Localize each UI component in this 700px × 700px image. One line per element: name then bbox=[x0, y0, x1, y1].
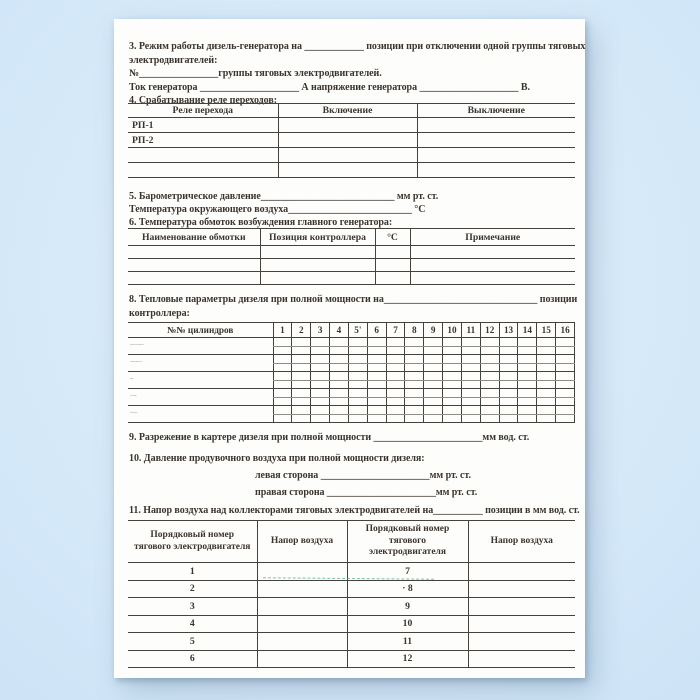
t-cyl-cell bbox=[330, 380, 349, 389]
t-cyl-cell bbox=[311, 363, 330, 372]
t-cyl-cell bbox=[424, 389, 443, 398]
t-cyl-cell bbox=[480, 363, 499, 372]
t-cyl-cell bbox=[311, 389, 330, 398]
t-cyl-number-header: 1 bbox=[273, 323, 292, 338]
t-cyl-cell bbox=[480, 380, 499, 389]
t-cyl-cell bbox=[405, 372, 424, 381]
t-cyl-cell bbox=[443, 372, 462, 381]
t-cyl-cell bbox=[443, 346, 462, 355]
t-winding-cell bbox=[410, 246, 575, 259]
t-cyl-cell bbox=[348, 414, 367, 423]
t-air-header-cell: Напор воздуха bbox=[468, 521, 575, 563]
t-winding-cell bbox=[375, 259, 410, 272]
t-cyl-cell bbox=[537, 397, 556, 406]
t-cyl-number-header: 16 bbox=[556, 323, 575, 338]
t-winding-cell bbox=[260, 246, 375, 259]
t-cyl-cell bbox=[518, 372, 537, 381]
t-cyl-cell bbox=[367, 389, 386, 398]
t-air-cell bbox=[468, 598, 575, 616]
section11-title: 11. Напор воздуха над коллекторами тяговых электродвигателей на__________ позиции в мм вод. ст. bbox=[129, 505, 580, 516]
t-cyl-cell bbox=[461, 372, 480, 381]
t-cyl-cell bbox=[518, 389, 537, 398]
t-cyl-cell bbox=[330, 363, 349, 372]
t-cyl-cell bbox=[292, 397, 311, 406]
t-relay-row-label: РП-2 bbox=[128, 133, 278, 148]
t-cyl-cell bbox=[273, 406, 292, 415]
t-cyl-cell bbox=[518, 338, 537, 347]
t-cyl-cell bbox=[518, 363, 537, 372]
t-cyl-cell bbox=[405, 355, 424, 364]
t-cyl-cell bbox=[311, 346, 330, 355]
t-cyl-cell bbox=[330, 355, 349, 364]
t-cyl-cell bbox=[424, 346, 443, 355]
t-air-row-label: 6 bbox=[189, 653, 195, 665]
t-air-cell bbox=[468, 563, 575, 581]
t-air-cell bbox=[257, 580, 347, 598]
t-cyl-number-header: 4 bbox=[330, 323, 349, 338]
t-cyl-cell bbox=[556, 346, 575, 355]
t-cyl-cell bbox=[537, 389, 556, 398]
t-cyl-cell bbox=[348, 372, 367, 381]
t-relay-row-label: РП-1 bbox=[128, 118, 278, 133]
t-cyl-cell bbox=[556, 355, 575, 364]
t-cyl-cell bbox=[518, 397, 537, 406]
t-cyl-row-label: Правая сторона bbox=[128, 406, 273, 423]
t-air-cell bbox=[257, 615, 347, 633]
t-air-header-cell: Напор воздуха bbox=[257, 521, 347, 563]
t-cyl-cell bbox=[461, 346, 480, 355]
t-cyl-number-header: 5' bbox=[348, 323, 367, 338]
section5-line1: 5. Барометрическое давление___________________________ мм рт. ст. bbox=[129, 191, 439, 202]
t-cyl-cell bbox=[405, 363, 424, 372]
t-winding-cell bbox=[375, 272, 410, 285]
t-cyl-cell bbox=[480, 355, 499, 364]
t-cyl-cell bbox=[480, 338, 499, 347]
t-cyl-cell bbox=[405, 338, 424, 347]
t-air-cell bbox=[468, 633, 575, 651]
t-cyl-cell bbox=[499, 380, 518, 389]
t-relay-cell bbox=[278, 133, 417, 148]
section8-line2: контроллера: bbox=[129, 308, 190, 319]
t-cyl-cell bbox=[480, 397, 499, 406]
t-cyl-cell bbox=[292, 355, 311, 364]
t-cyl-cell bbox=[311, 372, 330, 381]
t-air-cell: 11 bbox=[347, 633, 468, 651]
t-air-cell: 7 bbox=[347, 563, 468, 581]
t-cyl-cell bbox=[330, 414, 349, 423]
t-cyl-cell bbox=[499, 355, 518, 364]
t-cyl-cell bbox=[367, 372, 386, 381]
t-relay-cell bbox=[417, 133, 575, 148]
t-cyl-cell bbox=[556, 338, 575, 347]
document-page bbox=[114, 19, 585, 678]
t-air-cell bbox=[468, 580, 575, 598]
t-winding-header-cell: °С bbox=[375, 229, 410, 246]
t-relay-cell bbox=[417, 148, 575, 163]
t-cyl-cell bbox=[424, 406, 443, 415]
t-cyl-cell bbox=[537, 346, 556, 355]
t-winding-cell bbox=[410, 272, 575, 285]
t-relay-cell bbox=[278, 118, 417, 133]
t-cyl-cell bbox=[499, 338, 518, 347]
t-cyl-cell bbox=[330, 389, 349, 398]
t-cyl-cell bbox=[367, 346, 386, 355]
section10-right-line: правая сторона ______________________мм рт. ст. bbox=[255, 487, 478, 498]
t-cyl-cell bbox=[348, 363, 367, 372]
section10-left-line: левая сторона ______________________мм рт. ст. bbox=[255, 470, 471, 481]
t-cyl-cell bbox=[273, 397, 292, 406]
t-cyl-number-header: 12 bbox=[480, 323, 499, 338]
t-cyl-cell bbox=[443, 406, 462, 415]
t-cyl-cell bbox=[273, 346, 292, 355]
t-cyl-number-header: 14 bbox=[518, 323, 537, 338]
section3-line1: 3. Режим работы дизель-генератора на ____________ позиции при отключении одной группы тяговых bbox=[129, 41, 586, 52]
t-air-row-label: 5 bbox=[128, 633, 257, 651]
t-relay-cell bbox=[128, 163, 278, 178]
t-air-cell: 12 bbox=[347, 650, 468, 668]
t-cyl-cell bbox=[292, 372, 311, 381]
t-cyl-cell bbox=[537, 406, 556, 415]
t-relay-cell bbox=[417, 118, 575, 133]
t-relay-header-cell: Выключение bbox=[417, 104, 575, 118]
generator-winding-table bbox=[128, 228, 575, 285]
t-cyl-cell bbox=[330, 406, 349, 415]
t-cyl-cell bbox=[386, 372, 405, 381]
t-relay-cell bbox=[278, 163, 417, 178]
t-cyl-cell bbox=[330, 346, 349, 355]
t-cyl-cell bbox=[556, 363, 575, 372]
t-air-cell bbox=[257, 650, 347, 668]
t-cyl-cell bbox=[348, 346, 367, 355]
t-cyl-cell bbox=[499, 414, 518, 423]
t-cyl-cell bbox=[424, 363, 443, 372]
t-relay-header-cell: Включение bbox=[278, 104, 417, 118]
t-cyl-number-header: 6 bbox=[367, 323, 386, 338]
t-cyl-cell bbox=[499, 372, 518, 381]
t-cyl-cell bbox=[443, 380, 462, 389]
t-cyl-cell bbox=[480, 346, 499, 355]
t-cyl-cell bbox=[386, 406, 405, 415]
t-cyl-cell bbox=[556, 406, 575, 415]
t-cyl-cell bbox=[480, 414, 499, 423]
t-air-row-label: 1 bbox=[128, 563, 257, 581]
t-cyl-number-header: 11 bbox=[461, 323, 480, 338]
t-cyl-cell bbox=[405, 346, 424, 355]
t-winding-header-cell: Позиция контроллера bbox=[260, 229, 375, 246]
t-relay-cell bbox=[128, 148, 278, 163]
t-cyl-cell bbox=[405, 414, 424, 423]
t-cyl-cell bbox=[311, 380, 330, 389]
t-cyl-cell bbox=[292, 414, 311, 423]
t-cyl-cell bbox=[556, 414, 575, 423]
t-winding-cell bbox=[375, 246, 410, 259]
t-cyl-number-header: 3 bbox=[311, 323, 330, 338]
relay-transition-table bbox=[128, 103, 575, 178]
t-cyl-cell bbox=[499, 397, 518, 406]
t-cyl-cell bbox=[499, 389, 518, 398]
t-cyl-cell bbox=[348, 389, 367, 398]
t-cyl-cell bbox=[518, 355, 537, 364]
t-cyl-cell bbox=[518, 406, 537, 415]
t-cyl-number-header: 10 bbox=[443, 323, 462, 338]
t-cyl-cell bbox=[405, 380, 424, 389]
t-cyl-cell bbox=[537, 380, 556, 389]
t-cyl-cell bbox=[556, 372, 575, 381]
t-cyl-cell bbox=[461, 414, 480, 423]
section8-line1: 8. Тепловые параметры дизеля при полной мощности на_______________________________ позиции bbox=[129, 294, 578, 305]
t-cyl-cell bbox=[330, 372, 349, 381]
t-cyl-cell bbox=[556, 380, 575, 389]
t-winding-cell bbox=[260, 259, 375, 272]
t-cyl-row-label: Температура по цилиндрам. °С bbox=[128, 338, 273, 355]
t-air-cell bbox=[468, 615, 575, 633]
t-air-cell: · 8 bbox=[347, 580, 468, 598]
t-cyl-cell bbox=[461, 338, 480, 347]
t-relay-cell bbox=[278, 148, 417, 163]
t-winding-cell bbox=[260, 272, 375, 285]
t-cyl-number-header: 8 bbox=[405, 323, 424, 338]
t-cyl-cell bbox=[292, 389, 311, 398]
t-cyl-cell bbox=[461, 380, 480, 389]
t-cyl-cell bbox=[292, 346, 311, 355]
t-cyl-cell bbox=[424, 380, 443, 389]
t-cyl-cell bbox=[311, 414, 330, 423]
t-cyl-cell bbox=[386, 338, 405, 347]
section5-line2: Температура окружающего воздуха_________________________ °С bbox=[129, 204, 426, 215]
t-cyl-cell bbox=[386, 389, 405, 398]
t-cyl-row-label: Давление сгорания. кгс/см bbox=[128, 355, 273, 372]
t-cyl-cell bbox=[405, 397, 424, 406]
t-cyl-cell bbox=[461, 363, 480, 372]
t-cyl-cell bbox=[405, 406, 424, 415]
t-cyl-cell bbox=[311, 338, 330, 347]
t-cyl-cell bbox=[443, 414, 462, 423]
t-cyl-cell bbox=[311, 355, 330, 364]
t-air-row-label: 2 bbox=[128, 580, 257, 598]
section9-line: 9. Разрежение в картере дизеля при полной мощности ______________________мм вод. ст. bbox=[129, 432, 530, 443]
t-cyl-number-header: 9 bbox=[424, 323, 443, 338]
section6-title: 6. Температура обмоток возбуждения главного генератора: bbox=[129, 217, 393, 228]
t-winding-cell bbox=[410, 259, 575, 272]
t-cyl-cell bbox=[273, 372, 292, 381]
t-cyl-cell bbox=[443, 338, 462, 347]
t-cyl-number-header: 2 bbox=[292, 323, 311, 338]
t-cyl-cell bbox=[386, 414, 405, 423]
t-winding-cell bbox=[128, 259, 260, 272]
t-cyl-cell bbox=[461, 355, 480, 364]
t-cyl-cell bbox=[518, 346, 537, 355]
t-cyl-cell bbox=[386, 346, 405, 355]
t-cyl-cell bbox=[386, 380, 405, 389]
t-cyl-cell bbox=[292, 363, 311, 372]
cylinder-parameters-table bbox=[128, 322, 575, 423]
t-cyl-cell bbox=[499, 346, 518, 355]
t-cyl-cell bbox=[273, 380, 292, 389]
t-cyl-cell bbox=[537, 372, 556, 381]
t-air-cell: 10 bbox=[347, 615, 468, 633]
t-cyl-number-header: 15 bbox=[537, 323, 556, 338]
t-winding-cell bbox=[128, 246, 260, 259]
t-cyl-cell bbox=[348, 380, 367, 389]
t-cyl-cell bbox=[461, 389, 480, 398]
t-cyl-cell bbox=[273, 355, 292, 364]
t-cyl-cell bbox=[330, 397, 349, 406]
t-cyl-cell bbox=[348, 355, 367, 364]
t-cyl-cell bbox=[311, 406, 330, 415]
t-cyl-cell bbox=[443, 397, 462, 406]
t-cyl-row-label: Левая сторона bbox=[128, 389, 273, 406]
t-cyl-cell bbox=[348, 338, 367, 347]
t-winding-cell bbox=[128, 272, 260, 285]
t-cyl-row-label: Общее bbox=[128, 372, 273, 389]
t-cyl-cell bbox=[443, 363, 462, 372]
t-cyl-cell bbox=[424, 397, 443, 406]
t-cyl-cell bbox=[292, 338, 311, 347]
t-cyl-cell bbox=[518, 414, 537, 423]
section10-title: 10. Давление продувочного воздуха при полной мощности дизеля: bbox=[129, 453, 425, 464]
t-air-cell bbox=[257, 633, 347, 651]
t-cyl-number-header: 13 bbox=[499, 323, 518, 338]
motor-air-pressure-table bbox=[128, 520, 575, 668]
t-cyl-cell bbox=[424, 372, 443, 381]
t-cyl-cell bbox=[499, 363, 518, 372]
t-cyl-cell bbox=[367, 338, 386, 347]
t-cyl-cell bbox=[518, 380, 537, 389]
t-cyl-cell bbox=[292, 406, 311, 415]
t-air-header-cell: Порядковый номер тягового электродвигателя bbox=[128, 521, 257, 563]
t-cyl-cell bbox=[386, 355, 405, 364]
t-cyl-cell bbox=[537, 414, 556, 423]
section3-line4: Ток генератора ____________________ А напряжение генератора ____________________ В. bbox=[129, 82, 530, 93]
t-cyl-cell bbox=[348, 406, 367, 415]
t-air-cell bbox=[468, 650, 575, 668]
t-cyl-cell bbox=[480, 372, 499, 381]
t-cyl-cell bbox=[273, 414, 292, 423]
section4-title: 4. Срабатывание реле переходов: bbox=[129, 95, 277, 106]
t-cyl-cell bbox=[537, 338, 556, 347]
t-cyl-cell bbox=[311, 397, 330, 406]
t-cyl-cell bbox=[367, 355, 386, 364]
t-cyl-cell bbox=[461, 406, 480, 415]
t-cyl-cell bbox=[556, 389, 575, 398]
t-cyl-cell bbox=[292, 380, 311, 389]
t-cyl-cell bbox=[480, 389, 499, 398]
t-cyl-cell bbox=[405, 389, 424, 398]
t-relay-header-cell: Реле перехода bbox=[128, 104, 278, 118]
t-cyl-cell bbox=[424, 355, 443, 364]
t-cyl-cell bbox=[443, 355, 462, 364]
t-cyl-cell bbox=[537, 363, 556, 372]
t-winding-header-cell: Примечание bbox=[410, 229, 575, 246]
t-cyl-cell bbox=[480, 406, 499, 415]
t-cyl-cell bbox=[537, 355, 556, 364]
t-cyl-cell bbox=[367, 363, 386, 372]
t-cyl-cell bbox=[556, 397, 575, 406]
t-air-header-cell: Порядковый номер тягового электродвигателя bbox=[347, 521, 468, 563]
t-cyl-cell bbox=[424, 414, 443, 423]
t-cyl-cell bbox=[367, 380, 386, 389]
t-cyl-cell bbox=[367, 414, 386, 423]
t-cyl-cell bbox=[424, 338, 443, 347]
t-cyl-cell bbox=[367, 397, 386, 406]
t-air-row-label: 3 bbox=[128, 598, 257, 616]
t-cyl-cell bbox=[330, 338, 349, 347]
t-cyl-cell bbox=[348, 397, 367, 406]
t-cyl-cell bbox=[443, 389, 462, 398]
t-air-row-label: 4 bbox=[128, 615, 257, 633]
t-cyl-cell bbox=[273, 389, 292, 398]
t-cyl-cell bbox=[273, 338, 292, 347]
t-air-cell bbox=[257, 598, 347, 616]
t-cyl-cell bbox=[499, 406, 518, 415]
t-cyl-cell bbox=[367, 406, 386, 415]
t-cyl-number-header: 7 bbox=[386, 323, 405, 338]
t-cyl-cell bbox=[461, 397, 480, 406]
t-cyl-corner-header: №№ цилиндров bbox=[128, 323, 273, 338]
t-cyl-cell bbox=[386, 397, 405, 406]
t-cyl-cell bbox=[273, 363, 292, 372]
t-winding-header-cell: Наименование обмотки bbox=[128, 229, 260, 246]
t-cyl-cell bbox=[386, 363, 405, 372]
t-relay-cell bbox=[417, 163, 575, 178]
section3-line3: №________________группы тяговых электродвигателей. bbox=[129, 68, 382, 79]
t-air-cell: 9 bbox=[347, 598, 468, 616]
section3-line2: электродвигателей: bbox=[129, 55, 218, 66]
